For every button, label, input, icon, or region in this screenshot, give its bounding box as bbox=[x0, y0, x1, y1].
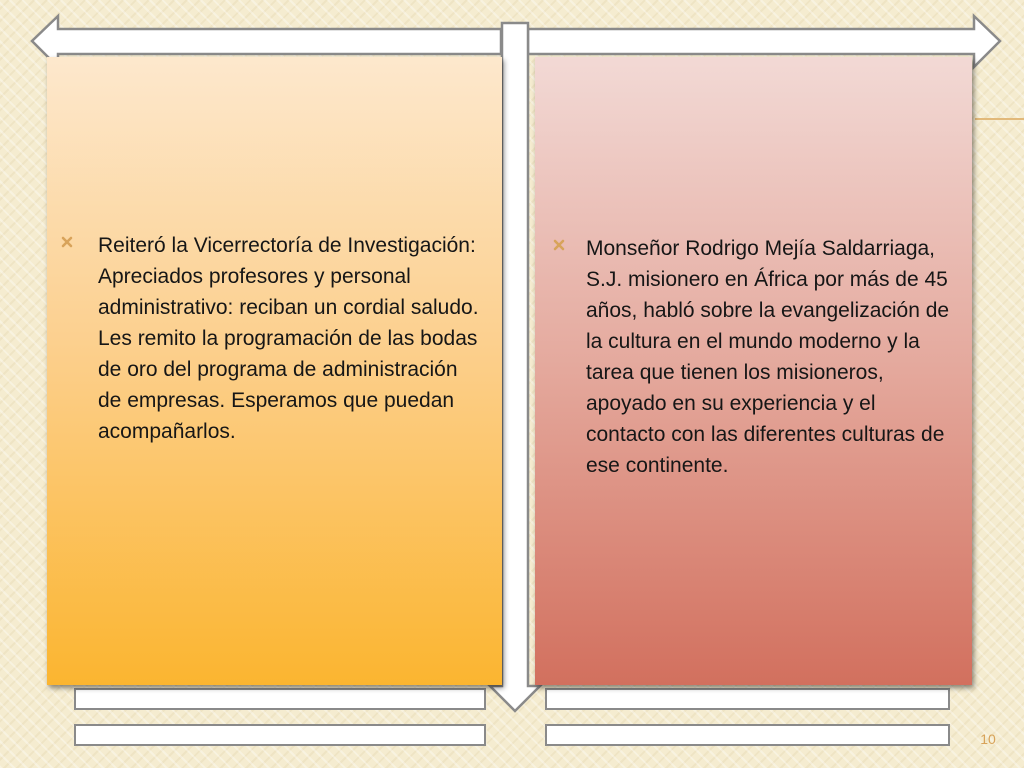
right-bullet-item bbox=[552, 233, 957, 481]
left-bullet-text: Reiteró la Vicerrectoría de Investigación: Apreciados profesores y personal administrativo: reciban un cordial saludo. Les remito la programación de las bodas de oro del programa de administración de empresas. Esperamos que puedan acompañarlos. bbox=[98, 234, 479, 443]
right-bullet-text: Monseñor Rodrigo Mejía Saldarriaga, S.J. misionero en África por más de 45 años, habló sobre la evangelización de la cultura en el mundo moderno y la tarea que tienen los misioneros, apoyado en su experiencia y el contacto con las diferentes culturas de ese continente. bbox=[586, 237, 950, 477]
x-bullet-icon bbox=[60, 235, 74, 249]
x-bullet-icon bbox=[552, 238, 566, 252]
left-bullet-item bbox=[60, 230, 485, 447]
page-number: 10 bbox=[980, 731, 996, 747]
